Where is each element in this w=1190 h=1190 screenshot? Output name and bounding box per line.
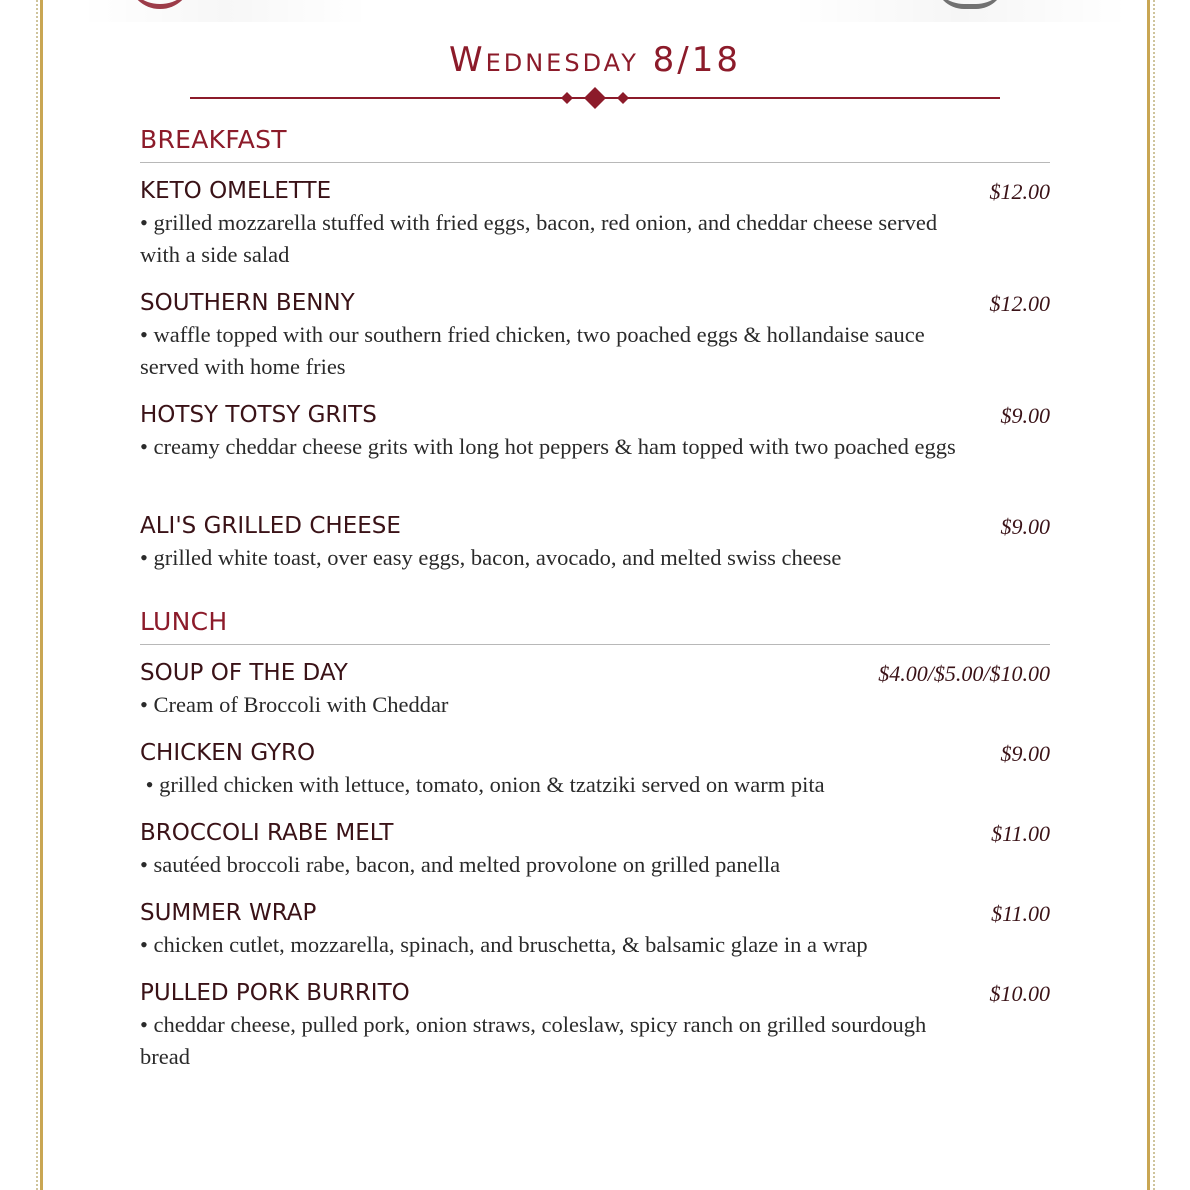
page-title: Wednesday 8/18 <box>448 40 742 80</box>
section-rule-lunch <box>140 644 1050 645</box>
menu-item-description: • grilled white toast, over easy eggs, bacon, avocado, and melted swiss cheese <box>140 545 842 570</box>
menu-item-price: $9.00 <box>1000 514 1050 539</box>
menu-item-price: $9.00 <box>1000 741 1050 766</box>
menu-item-price: $10.00 <box>989 981 1050 1006</box>
page-border-gold-right <box>1147 0 1150 1190</box>
menu-item-name: CHICKEN GYRO <box>140 740 316 766</box>
menu-item-description: • grilled mozzarella stuffed with fried eggs, bacon, red onion, and cheddar cheese served with a side salad <box>140 210 938 267</box>
menu-item-description: • chicken cutlet, mozzarella, spinach, and bruschetta, & balsamic glaze in a wrap <box>140 932 868 957</box>
menu-item-price: $11.00 <box>991 821 1050 846</box>
section-title-breakfast: BREAKFAST <box>140 125 287 154</box>
menu-item-price: $11.00 <box>991 901 1050 926</box>
menu-item-price: $12.00 <box>989 179 1050 204</box>
menu-item-name: HOTSY TOTSY GRITS <box>140 402 377 428</box>
menu-item-description: • grilled chicken with lettuce, tomato, onion & tzatziki served on warm pita <box>140 772 825 797</box>
menu-item-description: • sautéed broccoli rabe, bacon, and melted provolone on grilled panella <box>140 852 781 877</box>
page-border-dotted-right <box>1153 0 1155 1190</box>
menu-item-description: • Cream of Broccoli with Cheddar <box>140 692 449 717</box>
menu-item-price: $4.00/$5.00/$10.00 <box>878 661 1050 686</box>
page-border-dotted-left <box>36 0 38 1190</box>
section-rule-breakfast <box>140 162 1050 163</box>
menu-item-name: SOUTHERN BENNY <box>140 290 355 316</box>
section-title-lunch: LUNCH <box>140 607 228 636</box>
menu-item-name: SUMMER WRAP <box>140 900 317 926</box>
menu-item-description: • creamy cheddar cheese grits with long hot peppers & ham topped with two poached eggs <box>140 434 956 459</box>
logo-fragment-shadow-left <box>80 0 370 22</box>
menu-item-description: • cheddar cheese, pulled pork, onion straws, coleslaw, spicy ranch on grilled sourdough bread <box>140 1012 927 1069</box>
menu-item-price: $12.00 <box>989 291 1050 316</box>
menu-item-price: $9.00 <box>1000 403 1050 428</box>
menu-item-name: ALI'S GRILLED CHEESE <box>140 513 401 539</box>
diamond-ornament-left-icon <box>561 92 573 104</box>
menu-item-description: • waffle topped with our southern fried chicken, two poached eggs & hollandaise sauce served with home fries <box>140 322 925 379</box>
menu-item-name: SOUP OF THE DAY <box>140 660 348 686</box>
menu-item-name: PULLED PORK BURRITO <box>140 980 410 1006</box>
ornamental-divider <box>190 86 1000 110</box>
menu-item-name: BROCCOLI RABE MELT <box>140 820 394 846</box>
diamond-ornament-center-icon <box>584 87 606 109</box>
page-border-gold-left <box>40 0 43 1190</box>
diamond-ornament-right-icon <box>617 92 629 104</box>
menu-item-name: KETO OMELETTE <box>140 178 332 204</box>
